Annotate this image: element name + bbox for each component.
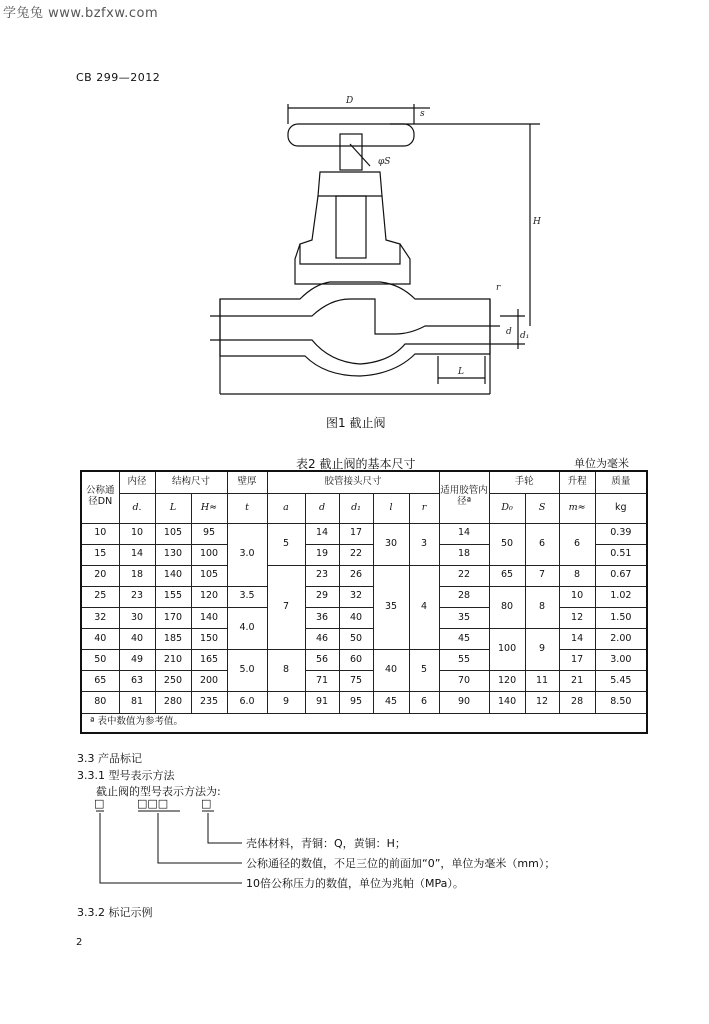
cell-kg: 0.51 (595, 544, 647, 565)
cell-dn: 65 (81, 671, 119, 692)
cell-fit: 45 (439, 629, 489, 650)
cell-d1: 75 (339, 671, 373, 692)
cell-m: 12 (559, 607, 595, 628)
valve-stem (336, 196, 366, 258)
model-code-diagram (90, 795, 650, 895)
cell-d1: 22 (339, 544, 373, 565)
header-H: H≈ (191, 493, 227, 523)
cell-H: 235 (191, 692, 227, 713)
cell-d: 29 (305, 586, 339, 607)
cell-L: 105 (155, 523, 191, 544)
header-d: d (305, 493, 339, 523)
table-unit: 单位为毫米 (574, 457, 629, 470)
cell-r: 5 (409, 650, 439, 692)
dim-label-phi: φS (378, 157, 391, 167)
cell-d1: 95 (339, 692, 373, 713)
cell-S: 9 (525, 629, 559, 671)
cell-H: 140 (191, 607, 227, 628)
cell-d1: 17 (339, 523, 373, 544)
desc-pressure: 10倍公称压力的数值，单位为兆帕（MPa）。 (246, 877, 464, 890)
cell-H: 95 (191, 523, 227, 544)
cell-kg: 5.45 (595, 671, 647, 692)
cell-d: 56 (305, 650, 339, 671)
cell-H: 150 (191, 629, 227, 650)
cell-H: 120 (191, 586, 227, 607)
cell-S: 6 (525, 523, 559, 565)
header-dn: 公称通径DN (81, 471, 119, 523)
cell-kg: 1.50 (595, 607, 647, 628)
cell-d0: 40 (119, 629, 155, 650)
cell-dn: 15 (81, 544, 119, 565)
cell-d: 19 (305, 544, 339, 565)
cell-l: 45 (373, 692, 409, 713)
model-box-pressure: □ (201, 797, 212, 810)
cell-a: 9 (267, 692, 305, 713)
cell-dn: 80 (81, 692, 119, 713)
section-3-3-2-heading: 3.3.2 标记示例 (77, 906, 153, 919)
section-3-3-heading: 3.3 产品标记 (77, 752, 142, 765)
header-kg: kg (595, 493, 647, 523)
header-fit: 适用胶管内径ª (439, 471, 489, 523)
desc-dn: 公称通径的数值，不足三位的前面加“0”，单位为毫米（mm）； (246, 857, 556, 870)
cell-D0: 50 (489, 523, 525, 565)
header-a: a (267, 493, 305, 523)
header-S: S (525, 493, 559, 523)
cell-m: 17 (559, 650, 595, 671)
cell-d1: 40 (339, 607, 373, 628)
cell-L: 250 (155, 671, 191, 692)
table-note: ª 表中数值为参考值。 (81, 713, 647, 733)
model-box-dn: □□□ (137, 797, 169, 810)
cell-m: 6 (559, 523, 595, 565)
cell-S: 7 (525, 565, 559, 586)
cell-H: 105 (191, 565, 227, 586)
handwheel (288, 124, 414, 146)
cell-dn: 20 (81, 565, 119, 586)
cell-a: 7 (267, 565, 305, 649)
cell-d0: 30 (119, 607, 155, 628)
cell-dn: 10 (81, 523, 119, 544)
cell-D0: 140 (489, 692, 525, 713)
cell-t: 6.0 (227, 692, 267, 713)
header-d0: 内径 (119, 471, 155, 493)
header-d0-sym: d. (119, 493, 155, 523)
watermark: 学兔兔 www.bzfxw.com (3, 6, 159, 21)
cell-fit: 18 (439, 544, 489, 565)
cell-d: 36 (305, 607, 339, 628)
header-t: t (227, 493, 267, 523)
dim-label-D: D (346, 96, 354, 106)
packing-nut (318, 172, 382, 196)
cell-d0: 63 (119, 671, 155, 692)
dim-label-r: r (496, 283, 501, 293)
cell-S: 8 (525, 586, 559, 628)
cell-D0: 65 (489, 565, 525, 586)
cell-kg: 8.50 (595, 692, 647, 713)
cell-d: 46 (305, 629, 339, 650)
header-struct: 结构尺寸 (155, 471, 227, 493)
cell-m: 10 (559, 586, 595, 607)
cell-dn: 50 (81, 650, 119, 671)
cell-d0: 14 (119, 544, 155, 565)
cell-dn: 25 (81, 586, 119, 607)
cell-fit: 90 (439, 692, 489, 713)
cell-d: 23 (305, 565, 339, 586)
cell-L: 130 (155, 544, 191, 565)
cell-fit: 14 (439, 523, 489, 544)
cell-kg: 3.00 (595, 650, 647, 671)
cell-t: 3.0 (227, 523, 267, 586)
cell-d: 71 (305, 671, 339, 692)
globe-valve-drawing (200, 94, 550, 404)
cell-m: 8 (559, 565, 595, 586)
cell-d1: 26 (339, 565, 373, 586)
cell-fit: 55 (439, 650, 489, 671)
stem-nut (340, 134, 362, 170)
cell-r: 3 (409, 523, 439, 565)
section-3-3-1-heading: 3.3.1 型号表示方法 (77, 769, 175, 782)
cell-L: 170 (155, 607, 191, 628)
desc-material: 壳体材料，青铜：Q，黄铜：H； (246, 837, 406, 850)
header-mass: 质量 (595, 471, 647, 493)
model-box-material: □ (94, 797, 105, 810)
dim-label-d: d (506, 327, 512, 337)
cell-S: 11 (525, 671, 559, 692)
cell-a: 5 (267, 523, 305, 565)
cell-kg: 1.02 (595, 586, 647, 607)
cell-fit: 70 (439, 671, 489, 692)
cell-S: 12 (525, 692, 559, 713)
cell-l: 30 (373, 523, 409, 565)
dimension-table (80, 470, 648, 734)
dim-label-d1: d₁ (520, 331, 530, 341)
cell-kg: 2.00 (595, 629, 647, 650)
cell-d1: 32 (339, 586, 373, 607)
cell-L: 185 (155, 629, 191, 650)
model-paragraph: 截止阀的型号表示方法为: (96, 785, 221, 798)
header-L: L (155, 493, 191, 523)
cell-d0: 23 (119, 586, 155, 607)
header-wheel: 手轮 (489, 471, 559, 493)
cell-t: 5.0 (227, 650, 267, 692)
cell-r: 6 (409, 692, 439, 713)
cell-l: 35 (373, 565, 409, 649)
header-m: m≈ (559, 493, 595, 523)
cell-d0: 49 (119, 650, 155, 671)
cell-kg: 0.39 (595, 523, 647, 544)
cell-fit: 22 (439, 565, 489, 586)
cell-d0: 81 (119, 692, 155, 713)
header-wall: 壁厚 (227, 471, 267, 493)
header-r: r (409, 493, 439, 523)
cell-D0: 80 (489, 586, 525, 628)
cell-L: 280 (155, 692, 191, 713)
cell-r: 4 (409, 565, 439, 649)
cell-d: 91 (305, 692, 339, 713)
cell-L: 140 (155, 565, 191, 586)
cell-D0: 120 (489, 671, 525, 692)
dim-label-H: H (533, 217, 541, 227)
cell-D0: 100 (489, 629, 525, 671)
page-number: 2 (76, 937, 83, 948)
header-pipe: 胶管接头尺寸 (267, 471, 439, 493)
cell-L: 155 (155, 586, 191, 607)
cell-a: 8 (267, 650, 305, 692)
dim-label-s: s (420, 109, 425, 119)
header-d1: d₁ (339, 493, 373, 523)
cell-d: 14 (305, 523, 339, 544)
cell-fit: 35 (439, 607, 489, 628)
cell-dn: 32 (81, 607, 119, 628)
valve-body (220, 282, 490, 376)
dim-label-L: L (458, 367, 464, 377)
cell-m: 21 (559, 671, 595, 692)
cell-fit: 28 (439, 586, 489, 607)
cell-m: 14 (559, 629, 595, 650)
header-D0: D₀ (489, 493, 525, 523)
cell-d0: 18 (119, 565, 155, 586)
standard-number: CB 299—2012 (76, 71, 161, 84)
cell-L: 210 (155, 650, 191, 671)
cell-d1: 60 (339, 650, 373, 671)
cell-l: 40 (373, 650, 409, 692)
table-caption: 表2 截止阀的基本尺寸 (296, 457, 416, 471)
header-lift: 升程 (559, 471, 595, 493)
cell-H: 200 (191, 671, 227, 692)
cell-t: 4.0 (227, 607, 267, 649)
cell-H: 100 (191, 544, 227, 565)
cell-d0: 10 (119, 523, 155, 544)
cell-dn: 40 (81, 629, 119, 650)
cell-t: 3.5 (227, 586, 267, 607)
cell-kg: 0.67 (595, 565, 647, 586)
cell-m: 28 (559, 692, 595, 713)
cell-H: 165 (191, 650, 227, 671)
cell-d1: 50 (339, 629, 373, 650)
header-l: l (373, 493, 409, 523)
figure-caption: 图1 截止阀 (326, 416, 386, 430)
